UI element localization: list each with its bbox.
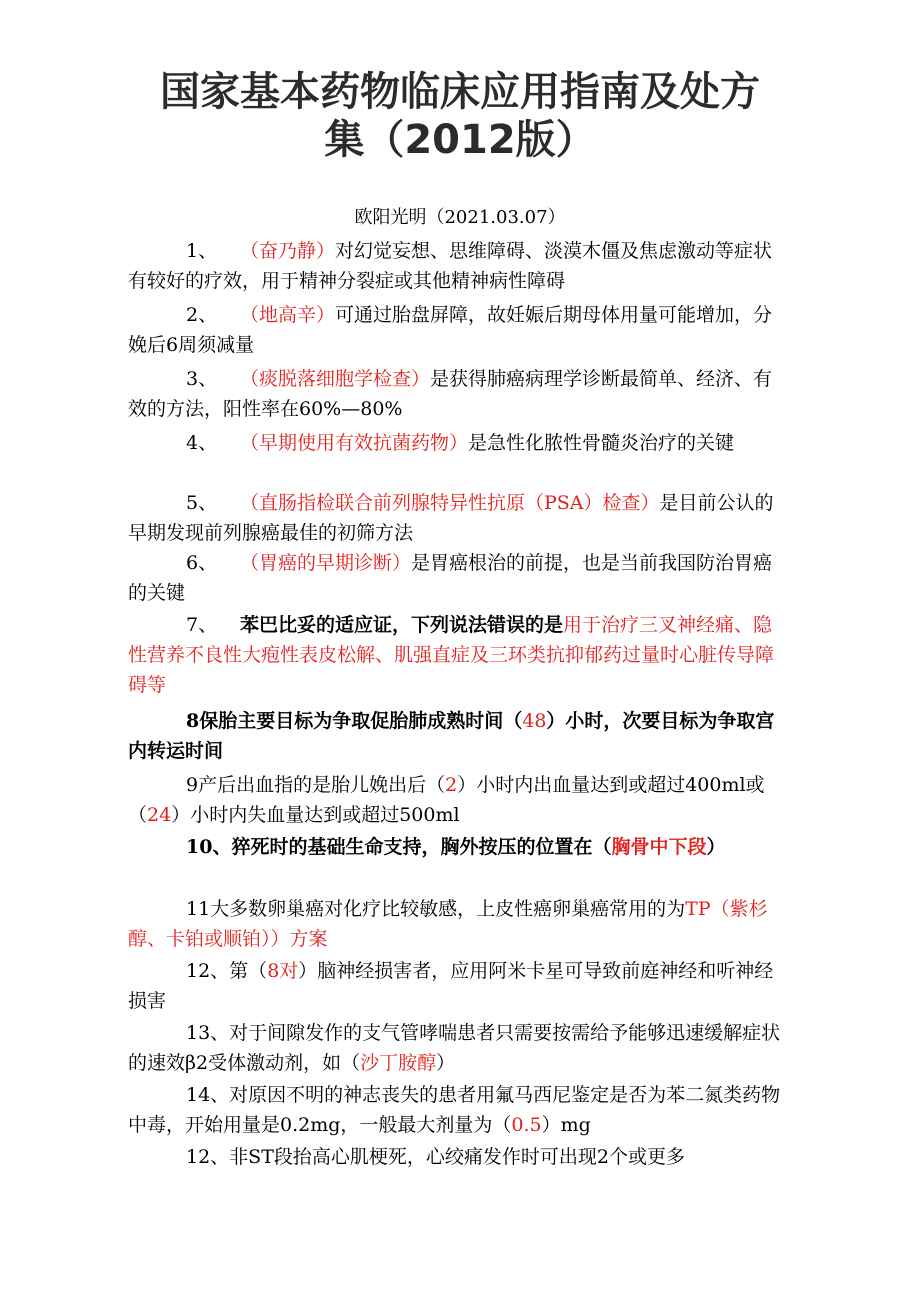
answer-text: （早期使用有效抗菌药物） (240, 432, 469, 454)
item-text: ）mg (541, 1114, 591, 1136)
answer-text: 用于治疗三叉神经痛、隐性营养不良性大疱性表皮松解、肌强直症及三环类抗抑郁药过量时心脏传导障碍等 (128, 614, 775, 696)
item-text: ） (436, 1052, 456, 1074)
answer-text: 24 (147, 804, 172, 826)
item-text: ） (706, 836, 726, 858)
item-text: ）小时内出血量达到或超过400ml或（ (128, 774, 765, 826)
author-date: 欧阳光明（2021.03.07） (354, 207, 566, 228)
beta-symbol: β (185, 1052, 196, 1074)
question-item-6 (128, 548, 788, 608)
item-text: 是胃癌根治的前提，也是当前我国防治胃癌的关键 (128, 552, 773, 604)
item-text: 14、对原因不明的神志丧失的患者用氟马西尼鉴定是否为苯二氮类药物中毒，开始用量是0.2mg，一般最大剂量为（ (128, 1084, 781, 1136)
item-text: 是目前公认的早期发现前列腺癌最佳的初筛方法 (128, 492, 774, 544)
answer-text: （直肠指检联合前列腺特异性抗原（PSA）检查） (240, 492, 660, 514)
answer-text: 沙丁胺醇 (360, 1052, 437, 1074)
question-item-1 (128, 236, 788, 296)
question-item-7 (128, 610, 788, 700)
item-text: 是急性化脓性骨髓炎治疗的关键 (468, 432, 735, 454)
answer-text: TP（紫杉醇、卡铂或顺铂））方案 (128, 898, 768, 950)
answer-text: 胸骨中下段 (611, 836, 707, 858)
item-text: ）脑神经损害者，应用阿米卡星可导致前庭神经和听神经损害 (128, 960, 774, 1012)
item-text: 12、第（ (186, 960, 268, 982)
question-stem: 苯巴比妥的适应证，下列说法错误的是 (240, 614, 564, 636)
item-number: 3、 (186, 368, 218, 390)
question-item-9 (128, 770, 788, 830)
item-number: 5、 (186, 492, 218, 514)
question-item-4 (128, 428, 788, 458)
answer-text: 2 (445, 774, 458, 796)
answer-text: 0.5 (511, 1114, 542, 1136)
answer-text: （痰脱落细胞学检查） (240, 368, 431, 390)
item-text: ）小时，次要目标为争取宫内转运时间 (128, 710, 775, 762)
answer-text: （胃癌的早期诊断） (240, 552, 412, 574)
item-text: 可通过胎盘屏障，故妊娠后期母体用量可能增加，分娩后6周须减量 (128, 304, 773, 356)
item-text: 12、非ST段抬高心肌梗死，心绞痛发作时可出现2个或更多 (186, 1146, 685, 1168)
question-item-15 (128, 1142, 788, 1172)
question-item-8 (128, 706, 788, 766)
item-text: 13、对于间隙发作的支气管哮喘患者只需要按需给予能够迅速缓解症状的速效 (128, 1022, 781, 1074)
document-title-line-2: 集（2012版） (324, 117, 596, 163)
item-text: 11大多数卵巢癌对化疗比较敏感，上皮性癌卵巢癌常用的为 (186, 898, 686, 920)
answer-text: 8对 (267, 960, 299, 982)
question-item-14 (128, 1080, 788, 1140)
question-item-13 (128, 1018, 788, 1078)
item-number: 6、 (186, 552, 218, 574)
question-item-11 (128, 894, 788, 954)
answer-text: （地高辛） (240, 304, 336, 326)
item-text: ）小时内失血量达到或超过500ml (171, 804, 460, 826)
item-text: 9产后出血指的是胎儿娩出后（ (186, 774, 446, 796)
item-text: 是获得肺癌病理学诊断最简单、经济、有效的方法，阳性率在60%—80% (128, 368, 773, 420)
document-title-line-1: 国家基本药物临床应用指南及处方 (160, 69, 760, 115)
item-number: 1、 (186, 240, 218, 262)
item-text: 对幻觉妄想、思维障碍、淡漠木僵及焦虑激动等症状有较好的疗效，用于精神分裂症或其他精神病性障碍 (128, 240, 773, 292)
question-item-5 (128, 488, 788, 548)
answer-text: （奋乃静） (240, 240, 336, 262)
item-number: 7、 (186, 614, 218, 636)
item-text: 8保胎主要目标为争取促胎肺成熟时间（ (186, 710, 523, 732)
item-number: 4、 (186, 432, 218, 454)
question-item-2 (128, 300, 788, 360)
item-text: 10、猝死时的基础生命支持，胸外按压的位置在（ (186, 836, 612, 858)
question-item-12 (128, 956, 788, 1016)
answer-text: 48 (522, 710, 547, 732)
question-item-10 (128, 832, 788, 862)
item-number: 2、 (186, 304, 218, 326)
question-item-3 (128, 364, 788, 424)
item-text: 2受体激动剂，如（ (196, 1052, 361, 1074)
